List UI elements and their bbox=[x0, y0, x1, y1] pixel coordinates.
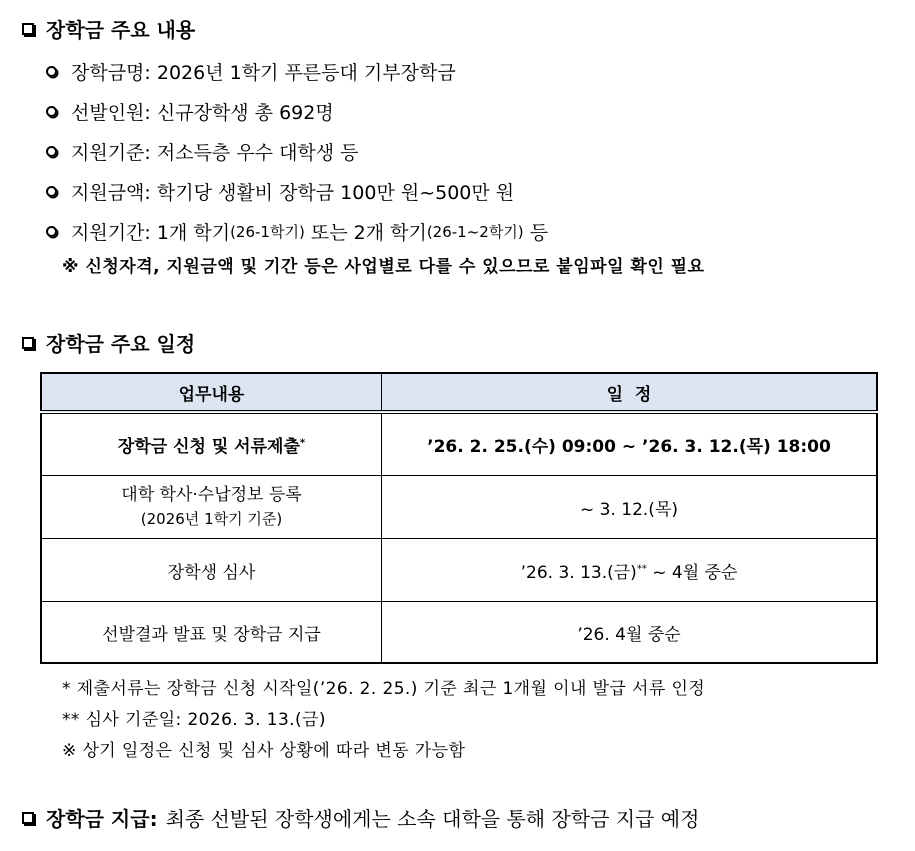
schedule-cell: ~ 3. 12.(목) bbox=[382, 476, 878, 539]
list-item bbox=[46, 218, 548, 245]
task-cell: 장학생 심사 bbox=[41, 539, 382, 602]
footnote: ※ 상기 일정은 신청 및 심사 상황에 따라 변동 가능함 bbox=[62, 741, 466, 761]
item-value: 1개 학기 bbox=[156, 222, 231, 244]
circle-bullet-icon bbox=[46, 66, 57, 77]
checkbox-square-icon bbox=[22, 337, 34, 349]
circle-bullet-icon bbox=[46, 186, 57, 197]
schedule-text: ’26. 3. 13.(금) bbox=[520, 562, 637, 583]
section-title: 장학금 주요 내용 bbox=[46, 18, 196, 42]
item-label: 지원금액: bbox=[71, 182, 151, 204]
section-text: 최종 선발된 장학생에게는 소속 대학을 통해 장학금 지급 예정 bbox=[165, 807, 700, 831]
item-value-small: (26-1학기) bbox=[230, 223, 305, 241]
table-header-row bbox=[41, 373, 877, 412]
section-heading bbox=[22, 14, 195, 43]
schedule-cell: ’26. 4월 중순 bbox=[382, 602, 878, 664]
footnote: ** 심사 기준일: 2026. 3. 13.(금) bbox=[62, 710, 326, 730]
item-label: 지원기준: bbox=[71, 142, 151, 164]
item-value: 저소득층 우수 대학생 등 bbox=[156, 142, 359, 164]
checkbox-square-icon bbox=[22, 812, 34, 824]
column-header: 업무내용 bbox=[41, 373, 382, 412]
item-label: 지원기간: bbox=[71, 222, 151, 244]
task-cell: 선발결과 발표 및 장학금 지급 bbox=[41, 602, 382, 664]
task-subtext: (2026년 1학기 기준) bbox=[140, 510, 283, 528]
circle-bullet-icon bbox=[46, 226, 57, 237]
item-value: 2026년 1학기 푸른등대 기부장학금 bbox=[156, 62, 456, 84]
table-row bbox=[41, 602, 877, 664]
list-item bbox=[46, 178, 514, 205]
item-value: 신규장학생 총 692명 bbox=[156, 102, 334, 124]
list-item bbox=[46, 58, 456, 85]
item-value-small: (26-1~2학기) bbox=[426, 223, 524, 241]
table-row bbox=[41, 412, 877, 476]
footnote-mark: * bbox=[299, 437, 306, 449]
footnote: * 제출서류는 장학금 신청 시작일(’26. 2. 25.) 기준 최근 1개월 이내 발급 서류 인정 bbox=[62, 679, 706, 699]
item-value: 학기당 생활비 장학금 100만 원~500만 원 bbox=[156, 182, 515, 204]
section-heading bbox=[22, 328, 195, 357]
task-text: 장학금 신청 및 서류제출 bbox=[117, 437, 300, 457]
section-title: 장학금 주요 일정 bbox=[46, 332, 196, 356]
table-row bbox=[41, 476, 877, 539]
table-row bbox=[41, 539, 877, 602]
section-title: 장학금 지급: bbox=[46, 807, 158, 831]
section-heading bbox=[22, 803, 699, 832]
list-item bbox=[46, 98, 334, 125]
eligibility-note: ※ 신청자격, 지원금액 및 기간 등은 사업별로 다를 수 있으므로 붙임파일 확인 필요 bbox=[62, 257, 705, 277]
schedule-cell bbox=[382, 539, 878, 602]
schedule-text: ~ 4월 중순 bbox=[652, 562, 738, 583]
schedule-cell: ’26. 2. 25.(수) 09:00 ~ ’26. 3. 12.(목) 18:00 bbox=[382, 412, 878, 476]
checkbox-square-icon bbox=[22, 23, 34, 35]
list-item bbox=[46, 138, 359, 165]
item-label: 선발인원: bbox=[71, 102, 151, 124]
item-value: 또는 2개 학기 bbox=[310, 222, 427, 244]
circle-bullet-icon bbox=[46, 106, 57, 117]
footnote-mark: ** bbox=[636, 562, 647, 574]
item-value: 등 bbox=[529, 222, 549, 244]
task-text: 대학 학사·수납정보 등록 bbox=[121, 485, 302, 505]
task-cell bbox=[41, 412, 382, 476]
schedule-table bbox=[40, 372, 878, 664]
column-header: 일 정 bbox=[382, 373, 878, 412]
task-cell bbox=[41, 476, 382, 539]
item-label: 장학금명: bbox=[71, 62, 151, 84]
circle-bullet-icon bbox=[46, 146, 57, 157]
